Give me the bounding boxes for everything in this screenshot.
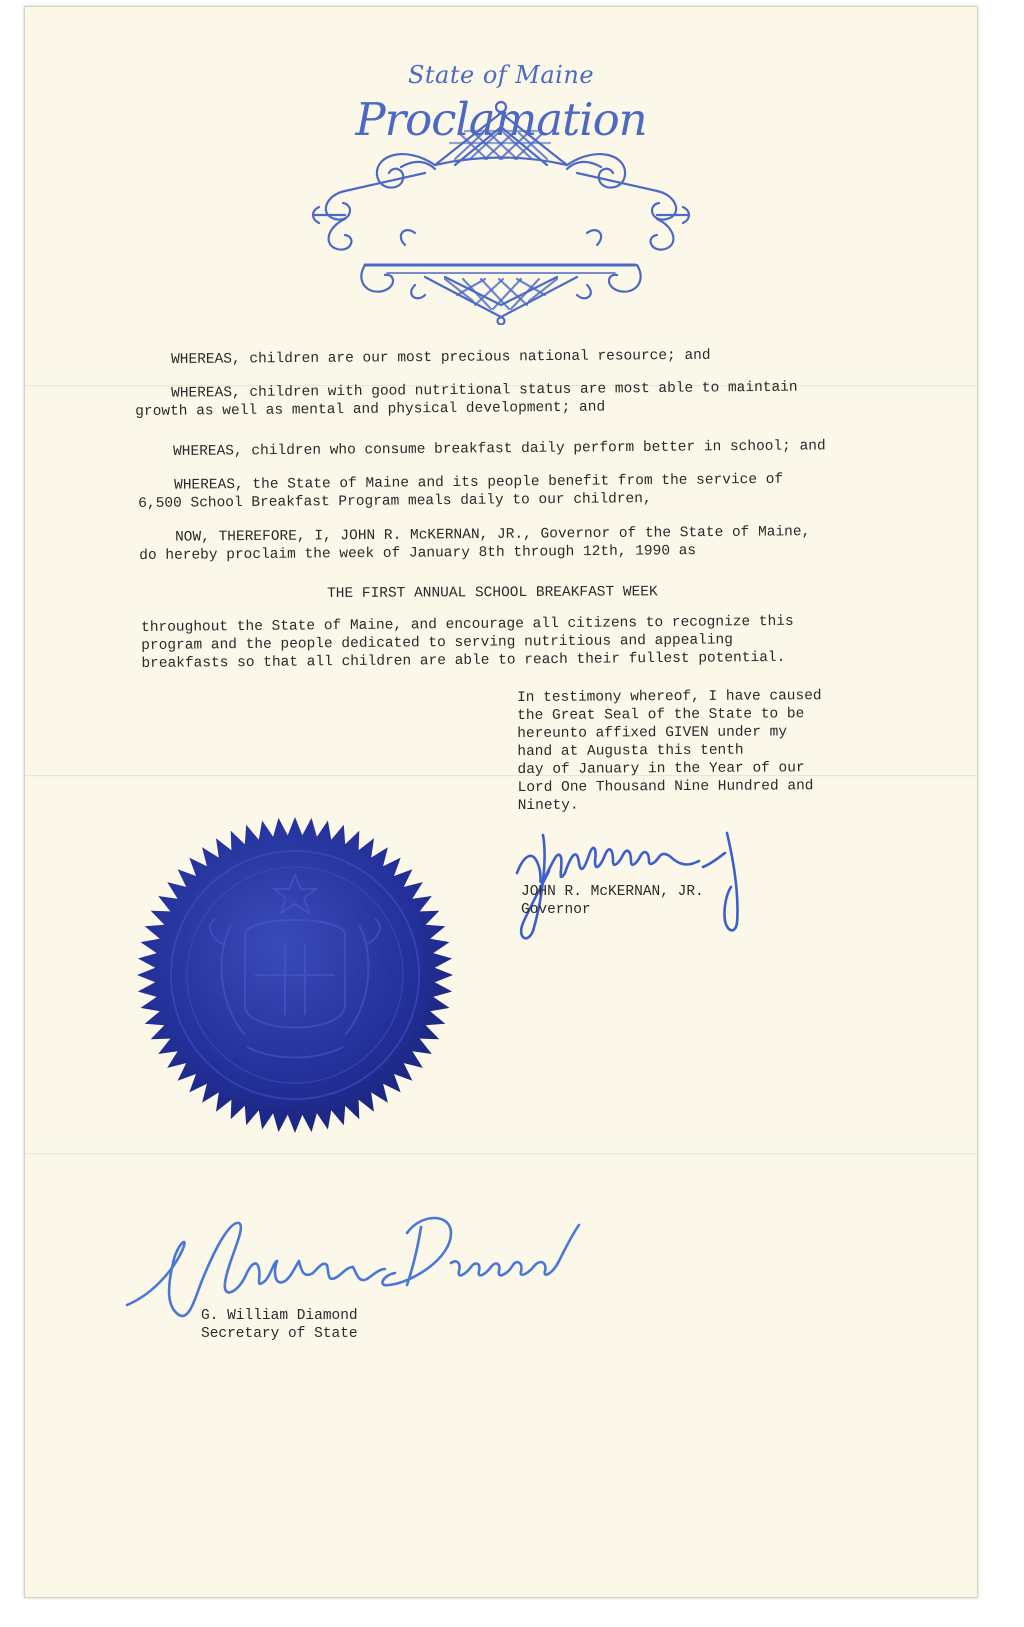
state-heading: State of Maine: [407, 61, 595, 89]
testimony-line: day of January in the Year of our: [517, 760, 805, 778]
proclamation-document: [24, 6, 978, 1598]
closing-clause: [141, 613, 794, 673]
whereas-line: WHEREAS, children with good nutritional status are most able to maintain: [171, 379, 798, 402]
testimony-line: In testimony whereof, I have caused: [517, 688, 822, 706]
proclamation-title: Proclamation: [355, 93, 647, 146]
governor-name: JOHN R. McKERNAN, JR.: [521, 884, 704, 900]
now-therefore-clause: [139, 523, 811, 565]
testimony-line: hand at Augusta this tenth: [517, 742, 744, 760]
secretary-name: G. William Diamond: [201, 1308, 358, 1324]
whereas-line: growth as well as mental and physical development; and: [135, 399, 606, 420]
whereas-clause-4: [138, 471, 783, 513]
testimony-line: hereunto affixed GIVEN under my: [517, 724, 788, 742]
fold-line: [25, 1153, 977, 1154]
now-therefore-line: NOW, THEREFORE, I, JOHN R. McKERNAN, JR., Governor of the State of Maine,: [175, 524, 811, 546]
governor-title: Governor: [521, 902, 591, 918]
whereas-line: 6,500 School Breakfast Program meals daily to our children,: [138, 491, 652, 512]
closing-line: breakfasts so that all children are able to reach their fullest potential.: [141, 649, 786, 672]
week-title: THE FIRST ANNUAL SCHOOL BREAKFAST WEEK: [327, 584, 658, 602]
whereas-clause-3: WHEREAS, children who consume breakfast daily perform better in school; and: [173, 438, 826, 460]
testimony-line: the Great Seal of the State to be: [517, 706, 805, 724]
closing-line: program and the people dedicated to serving nutritious and appealing: [141, 632, 734, 654]
testimony-line: Lord One Thousand Nine Hundred and: [517, 778, 814, 796]
governor-signature-block: [521, 883, 704, 919]
secretary-title: Secretary of State: [201, 1326, 358, 1342]
fold-line: [25, 775, 977, 776]
testimony-block: [517, 687, 822, 815]
testimony-line: Ninety.: [517, 797, 579, 814]
closing-line: throughout the State of Maine, and encourage all citizens to recognize this: [141, 613, 794, 636]
whereas-clause-1: WHEREAS, children are our most precious national resource; and: [171, 347, 711, 368]
now-therefore-line: do hereby proclaim the week of January 8th through 12th, 1990 as: [139, 543, 697, 564]
secretary-signature-block: [201, 1307, 358, 1343]
whereas-line: WHEREAS, the State of Maine and its people benefit from the service of: [174, 471, 784, 494]
whereas-clause-2: [135, 379, 798, 421]
great-seal-icon: [135, 815, 455, 1135]
